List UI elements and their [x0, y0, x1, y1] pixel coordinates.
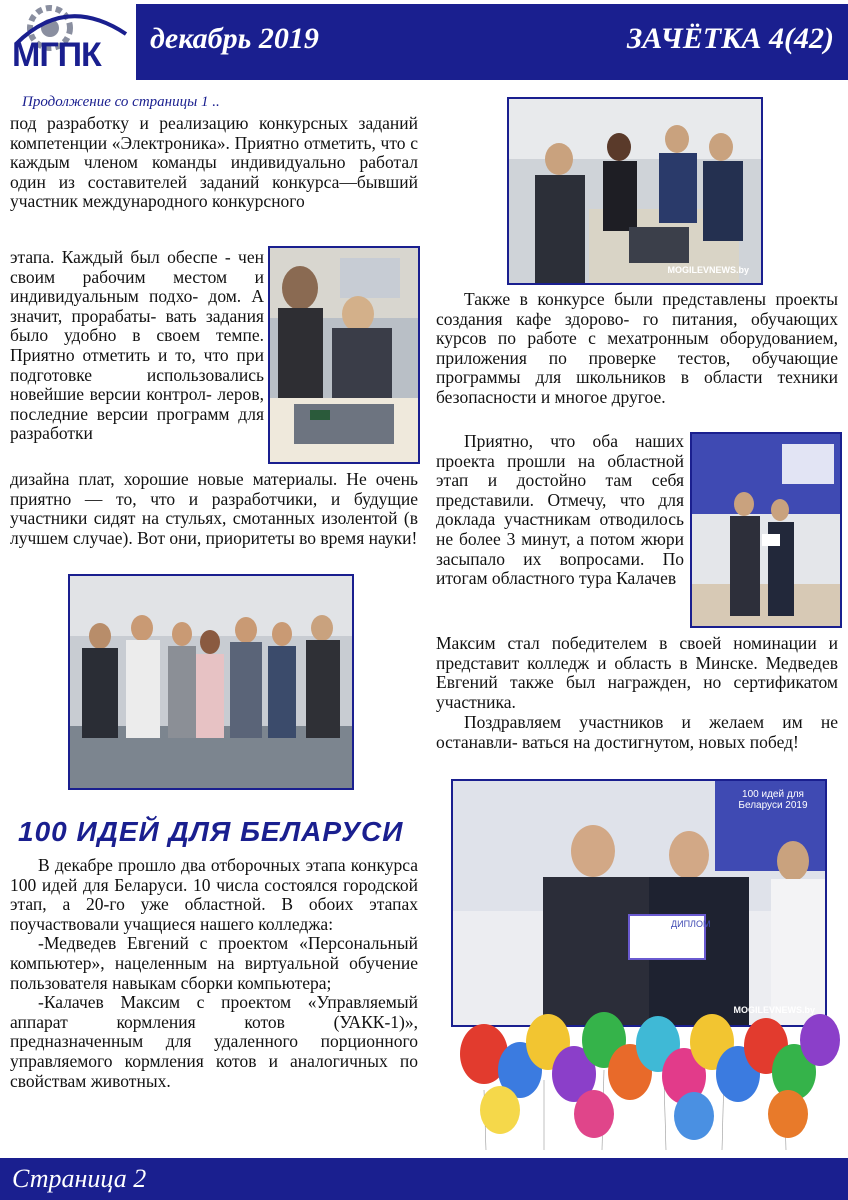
photo-watermark: MOGILEVNEWS.by: [667, 265, 749, 275]
section-para-1: В декабре прошло два отборочных этапа конкурса 100 идей для Беларуси. 10 числа состоялся городской этап, а 20-го уже областной. В обоих этапах поучаствовали учащиеся нашего колледжа:: [10, 855, 418, 934]
left-para-bottom: дизайна плат, хорошие новые материалы. Не очень приятно — то, что и разработчики, и будущие участники сидят на стульях, смотанных изолентой (в лучшем случае). Вот они, приоритеты во время науки!: [10, 469, 418, 548]
issue-date: декабрь 2019: [150, 22, 319, 55]
right-para-results-bottom: Максим стал победителем в своей номинации и представит колледж и область в Минске. Медведев Евгений также был награжден, но сертификатом участника.: [436, 633, 838, 712]
right-para-congrats: Поздравляем участников и желаем им не останавли- ваться на достигнутом, новых побед!: [436, 712, 838, 752]
page-number-label: Страница 2: [12, 1164, 147, 1193]
balloons-decoration: [444, 1010, 844, 1150]
diploma-label: ДИПЛОМ: [671, 919, 711, 929]
continued-label: Продолжение со страницы 1 ..: [22, 94, 220, 110]
section-text: [10, 856, 418, 1091]
photo-diploma-award: [451, 779, 827, 1027]
photo-award-pair: [690, 432, 842, 628]
photo-exhibition: [507, 97, 763, 285]
left-para-top: под разработку и реализацию конкурсных заданий компетенции «Электроника». Приятно отметить, что с каждым членом команды индивидуально работал один из составителей заданий конкурса—бывший участник международного конкурсного: [10, 113, 418, 212]
section-para-2: -Медведев Евгений с проектом «Персональный компьютер», нацеленным на виртуальной обучение пользователя навыкам сборки компьютера;: [10, 933, 418, 993]
right-para-projects: Также в конкурсе были представлены проекты создания кафе здорово- го питания, обучающих курсов по работе с мехатронным оборудованием, приложения по проверке тестов, обучающие программы для школьников в области техники безопасности и многое другое.: [436, 289, 838, 407]
photo-workbench: [268, 246, 420, 464]
logo-text: МГПК: [12, 36, 101, 74]
issue-number: ЗАЧЁТКА 4(42): [627, 22, 834, 55]
poster-text: 100 идей для Беларуси 2019: [738, 789, 808, 811]
section-para-3: -Калачев Максим с проектом «Управляемый аппарат кормления котов (УАКК-1)», предназначенным для удаленного порционного управляемого кормления котов и аналогичных по свойствам животных.: [10, 992, 418, 1091]
photo-watermark: MOGILEVNEWS.by: [733, 1005, 815, 1015]
right-para-results-wrap: Приятно, что оба наших проекта прошли на областной этап и достойно там себя представили. Отмечу, что для доклада участникам отводилось не более 3 минут, а потом жюри засыпало их вопросами. По итогам областного тура Калачев: [436, 431, 684, 589]
left-para-wrap: этапа. Каждый был обеспе - чен своим рабочим местом и индивидуальным подхо- дом. А значит, прорабаты- вать задания было удобно в своем темпе. Приятно отметить и то, что при подготовке использовались новейшие версии контрол- леров, последние версии программ для разработки: [10, 247, 264, 444]
section-title: 100 ИДЕЙ ДЛЯ БЕЛАРУСИ: [18, 816, 404, 847]
photo-team-group: [68, 574, 354, 790]
balloons-icon: [444, 1010, 844, 1150]
